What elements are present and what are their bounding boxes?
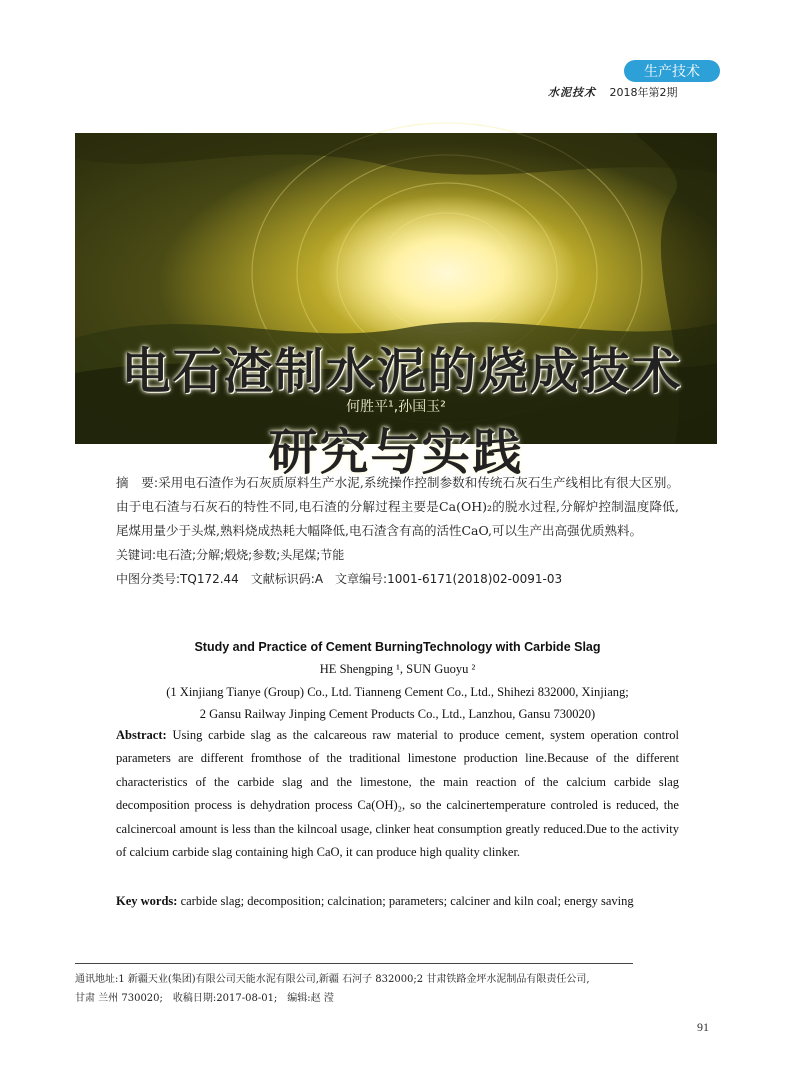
keywords-en-text: carbide slag; decomposition; calcination; parameters; calciner and kiln coal; energy saving	[180, 894, 634, 908]
title-banner	[75, 133, 717, 481]
journal-issue: 2018年第2期	[609, 86, 678, 99]
banner-authors: 何胜平¹,孙国玉²	[346, 399, 446, 415]
abstract-en-label: Abstract:	[116, 728, 167, 742]
chinese-abstract	[116, 471, 679, 543]
english-authors: HE Shengping ¹, SUN Guoyu ²	[319, 662, 476, 676]
english-affiliation-2: 2 Gansu Railway Jinping Cement Products Co., Ltd., Lanzhou, Gansu 730020)	[199, 707, 596, 721]
chinese-abstract-block	[116, 471, 679, 591]
page-number: 91	[697, 1020, 709, 1034]
footnote	[75, 970, 715, 1008]
chinese-keywords	[116, 543, 679, 567]
english-title: Study and Practice of Cement BurningTechnology with Carbide Slag	[194, 640, 601, 654]
journal-name: 水泥技术	[548, 86, 596, 99]
footnote-divider	[75, 963, 633, 964]
abstract-cn-text: 采用电石渣作为石灰质原料生产水泥,系统操作控制参数和传统石灰石生产线相比有很大区别。由于电石渣与石灰石的特性不同,电石渣的分解过程主要是Ca(OH)₂的脱水过程,分解炉控制温度降低,尾煤用量少于头煤,熟料烧成热耗大幅降低,电石渣含有高的活性CaO,可以生产出高强优质熟料。	[116, 475, 679, 538]
keywords-cn-text: 电石渣;分解;煅烧;参数;头尾煤;节能	[156, 548, 345, 562]
classification-line: 中图分类号:TQ172.44 文献标识码:A 文章编号:1001-6171(2018)02-0091-03	[116, 572, 563, 586]
keywords-en-label: Key words:	[116, 894, 178, 908]
abstract-en-text: Using carbide slag as the calcareous raw material to produce cement, system operation control parameters are different fromthose of the traditional limestone production line.Because of the different characteristics of the carbide slag and the limestone, the main reaction of the calcium carbide slag decomposition process is dehydration process Ca(OH)₂, so the calcinertemperature controled is reduced, the calcinercoal amount is less than the kilncoal usage, clinker heat consumption greatly reduced.Due to the activity of calcium carbide slag containing high CaO, it can produce high quality clinker.	[116, 728, 680, 860]
journal-header	[548, 84, 678, 100]
footnote-line-1: 通讯地址:1 新疆天业(集团)有限公司天能水泥有限公司,新疆 石河子 832000;2 甘肃铁路金坪水泥制品有限责任公司,	[75, 974, 590, 985]
keywords-cn-label: 关键词:	[116, 548, 157, 562]
english-keywords	[116, 890, 679, 913]
title-line-2: 研究与实践	[268, 424, 524, 481]
english-abstract	[116, 724, 679, 864]
english-affiliation-1: (1 Xinjiang Tianye (Group) Co., Ltd. Tianneng Cement Co., Ltd., Shihezi 832000, Xinjiang;	[166, 685, 629, 699]
title-line-1: 电石渣制水泥的烧成技术	[121, 343, 683, 400]
section-badge: 生产技术	[624, 60, 720, 82]
footnote-line-2: 甘肃 兰州 730020; 收稿日期:2017-08-01; 编辑:赵 滢	[75, 993, 334, 1004]
abstract-cn-label: 摘 要:	[116, 475, 159, 490]
